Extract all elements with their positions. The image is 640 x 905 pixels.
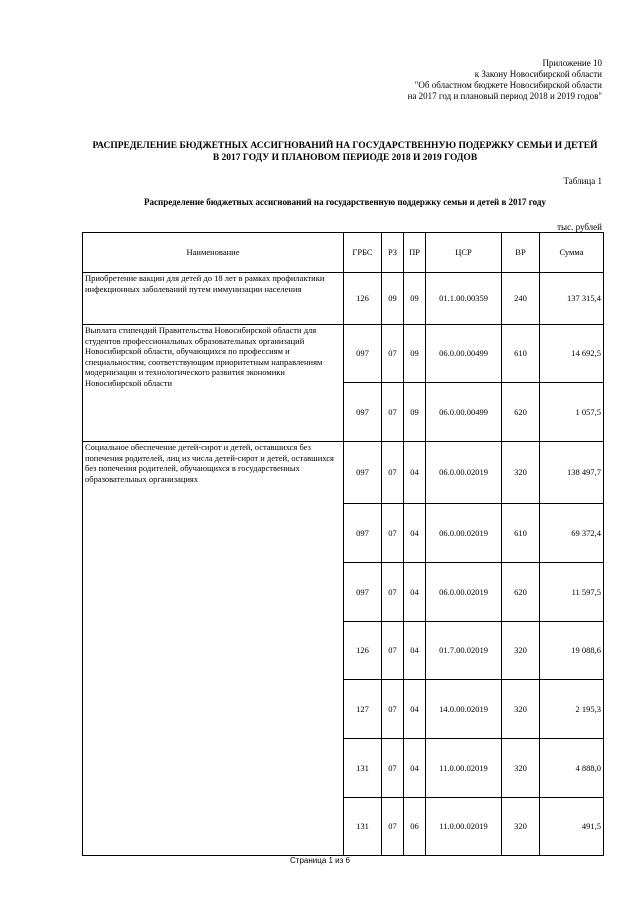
table-row bbox=[83, 273, 604, 325]
sum-cell: 69 372,4 bbox=[540, 504, 604, 563]
rz-cell: 07 bbox=[382, 739, 404, 798]
vr-cell: 620 bbox=[502, 383, 540, 442]
pr-cell: 04 bbox=[404, 680, 426, 739]
vr-cell: 610 bbox=[502, 325, 540, 383]
vr-cell: 320 bbox=[502, 622, 540, 680]
rz-cell: 07 bbox=[382, 442, 404, 504]
rz-cell: 07 bbox=[382, 383, 404, 442]
vr-cell: 240 bbox=[502, 273, 540, 325]
vr-cell: 620 bbox=[502, 563, 540, 622]
grbs-cell: 127 bbox=[344, 680, 382, 739]
appendix-line: к Закону Новосибирской области bbox=[474, 69, 602, 79]
sum-cell: 2 195,3 bbox=[540, 680, 604, 739]
row-name-cell: Выплата стипендий Правительства Новосибирской области для студентов профессиональных образовательных организаций Новосибирской области, обучающихся по профессиям и специальностям, соответствующим приоритетным направлениям модернизации и технологического развития экономики Новосибирской области bbox=[83, 325, 344, 442]
table-title: Распределение бюджетных ассигнований на государственную поддержку семьи и детей в 2017 году bbox=[144, 197, 546, 207]
csr-cell: 06.0.00.00499 bbox=[426, 383, 502, 442]
csr-cell: 01.7.00.02019 bbox=[426, 622, 502, 680]
grbs-cell: 097 bbox=[344, 504, 382, 563]
document-title-line: РАСПРЕДЕЛЕНИЕ БЮДЖЕТНЫХ АССИГНОВАНИЙ НА ГОСУДАРСТВЕННУЮ ПОДЕРЖКУ СЕМЬИ И ДЕТЕЙ bbox=[92, 141, 598, 151]
sum-cell: 138 497,7 bbox=[540, 442, 604, 504]
table-row bbox=[83, 325, 604, 383]
header-pr: ПР bbox=[404, 233, 426, 273]
appendix-line: на 2017 год и плановый период 2018 и 2019 годов" bbox=[407, 91, 602, 101]
table-number-label: Таблица 1 bbox=[563, 176, 602, 186]
grbs-cell: 131 bbox=[344, 739, 382, 798]
table-row bbox=[83, 442, 604, 504]
csr-cell: 06.0.00.02019 bbox=[426, 504, 502, 563]
pr-cell: 09 bbox=[404, 325, 426, 383]
row-name-cell: Приобретение вакцин для детей до 18 лет в рамках профилактики инфекционных заболеваний путем иммунизации населения bbox=[83, 273, 344, 325]
pr-cell: 04 bbox=[404, 563, 426, 622]
sum-cell: 491,5 bbox=[540, 798, 604, 856]
rz-cell: 07 bbox=[382, 504, 404, 563]
pr-cell: 04 bbox=[404, 622, 426, 680]
page-number-footer: Страница 1 из 6 bbox=[290, 856, 350, 865]
header-name: Наименование bbox=[83, 233, 344, 273]
pr-cell: 04 bbox=[404, 442, 426, 504]
header-sum: Сумма bbox=[540, 233, 604, 273]
csr-cell: 06.0.00.02019 bbox=[426, 442, 502, 504]
sum-cell: 11 597,5 bbox=[540, 563, 604, 622]
grbs-cell: 126 bbox=[344, 622, 382, 680]
document-title bbox=[70, 140, 620, 164]
sum-cell: 19 088,6 bbox=[540, 622, 604, 680]
sum-cell: 4 888,0 bbox=[540, 739, 604, 798]
appendix-line: "Об областном бюджете Новосибирской области bbox=[414, 80, 602, 90]
grbs-cell: 126 bbox=[344, 273, 382, 325]
grbs-cell: 097 bbox=[344, 563, 382, 622]
grbs-cell: 097 bbox=[344, 442, 382, 504]
grbs-cell: 131 bbox=[344, 798, 382, 856]
table-header-row bbox=[83, 233, 604, 273]
header-vr: ВР bbox=[502, 233, 540, 273]
vr-cell: 320 bbox=[502, 442, 540, 504]
csr-cell: 01.1.00.00359 bbox=[426, 273, 502, 325]
vr-cell: 320 bbox=[502, 739, 540, 798]
csr-cell: 11.0.00.02019 bbox=[426, 739, 502, 798]
sum-cell: 1 057,5 bbox=[540, 383, 604, 442]
pr-cell: 09 bbox=[404, 273, 426, 325]
appendix-line: Приложение 10 bbox=[542, 58, 602, 68]
csr-cell: 06.0.00.00499 bbox=[426, 325, 502, 383]
grbs-cell: 097 bbox=[344, 383, 382, 442]
rz-cell: 07 bbox=[382, 325, 404, 383]
row-name-cell: Социальное обеспечение детей-сирот и детей, оставшихся без попечения родителей, лиц из числа детей-сирот и детей, оставшихся без попечения родителей, обучающихся в государственных образовательных организациях bbox=[83, 442, 344, 856]
header-grbs: ГРБС bbox=[344, 233, 382, 273]
sum-cell: 137 315,4 bbox=[540, 273, 604, 325]
pr-cell: 04 bbox=[404, 504, 426, 563]
document-title-line: В 2017 ГОДУ И ПЛАНОВОМ ПЕРИОДЕ 2018 И 2019 ГОДОВ bbox=[212, 153, 478, 163]
sum-cell: 14 692,5 bbox=[540, 325, 604, 383]
rz-cell: 07 bbox=[382, 622, 404, 680]
vr-cell: 320 bbox=[502, 798, 540, 856]
csr-cell: 06.0.00.02019 bbox=[426, 563, 502, 622]
rz-cell: 07 bbox=[382, 680, 404, 739]
csr-cell: 11.0.00.02019 bbox=[426, 798, 502, 856]
pr-cell: 06 bbox=[404, 798, 426, 856]
rz-cell: 07 bbox=[382, 798, 404, 856]
vr-cell: 610 bbox=[502, 504, 540, 563]
vr-cell: 320 bbox=[502, 680, 540, 739]
rz-cell: 09 bbox=[382, 273, 404, 325]
grbs-cell: 097 bbox=[344, 325, 382, 383]
header-csr: ЦСР bbox=[426, 233, 502, 273]
pr-cell: 04 bbox=[404, 739, 426, 798]
header-rz: РЗ bbox=[382, 233, 404, 273]
appendix-block bbox=[408, 58, 602, 102]
pr-cell: 09 bbox=[404, 383, 426, 442]
budget-table bbox=[82, 232, 604, 856]
rz-cell: 07 bbox=[382, 563, 404, 622]
csr-cell: 14.0.00.02019 bbox=[426, 680, 502, 739]
units-label: тыс. рублей bbox=[557, 222, 602, 232]
